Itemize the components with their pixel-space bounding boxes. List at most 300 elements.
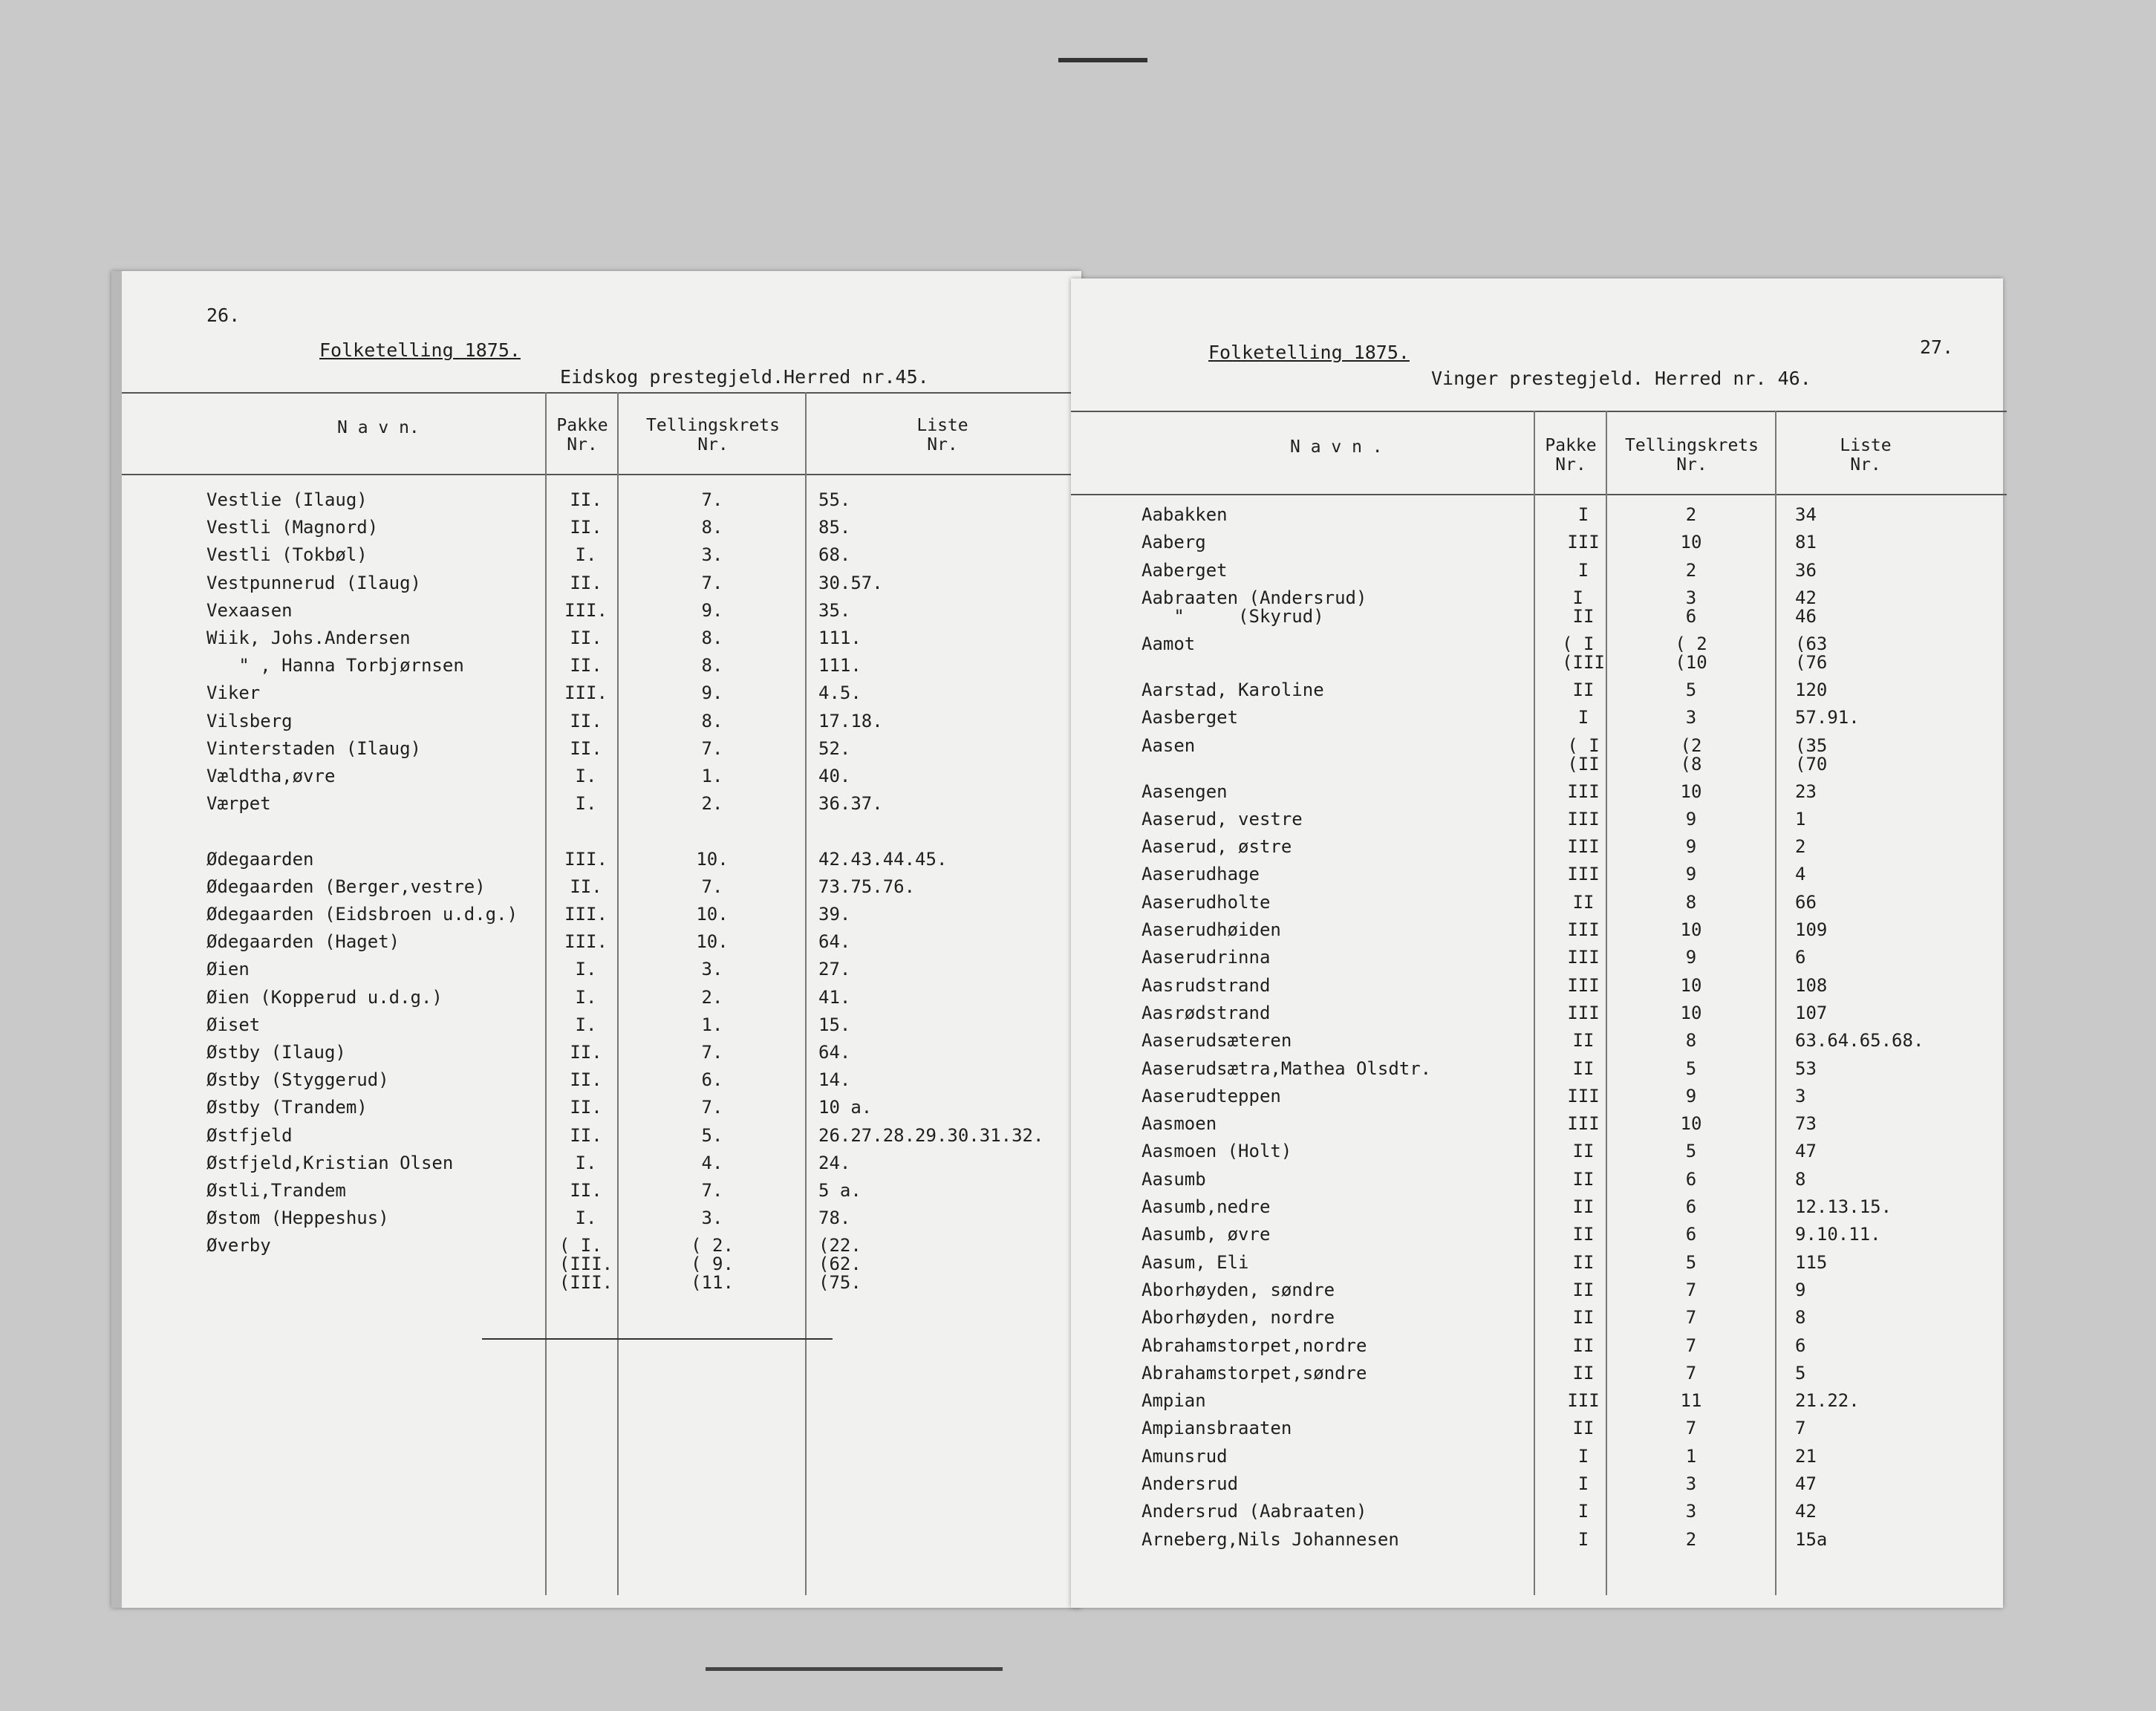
cell-navn: Øien (206, 959, 250, 980)
cell-navn: Aamot (1141, 633, 1196, 654)
table-row (1071, 1443, 2003, 1470)
header-text: Pakke Nr. (1545, 436, 1597, 475)
cell-navn: Aaserud, vestre (1141, 808, 1303, 830)
cell-liste: 107 (1795, 1002, 1828, 1023)
table-row (122, 901, 1080, 928)
cell-navn: Aasmoen (1141, 1113, 1217, 1135)
cell-liste: 47 (1795, 1141, 1817, 1162)
cell-liste: 17.18. (818, 710, 883, 731)
cell-krets: 10 (1680, 974, 1702, 996)
cell-liste: 2 (1795, 836, 1806, 858)
cell-liste: 120 (1795, 679, 1828, 700)
cell-navn: Aaserudholte (1141, 891, 1271, 913)
cell-krets: ( 2. ( 9. (11. (691, 1235, 734, 1294)
table-row (1071, 1470, 2003, 1498)
cell-krets: 10 (1680, 532, 1702, 553)
right-page (1071, 278, 2003, 1608)
col-header-tellingskrets (1612, 436, 1772, 475)
cell-navn: Aaserudsætra,Mathea Olsdtr. (1141, 1057, 1432, 1079)
cell-pakke: III (1567, 1390, 1600, 1412)
table-row (122, 514, 1080, 541)
cell-navn: Aaserudteppen (1141, 1085, 1281, 1107)
cell-pakke: II. (570, 1042, 602, 1063)
page-title: Folketelling 1875. (1208, 342, 1410, 363)
table-row (122, 708, 1080, 735)
table-row (1071, 501, 2003, 529)
cell-navn: Ødegaarden (Haget) (206, 931, 400, 953)
cell-navn: Ødegaarden (Eidsbroen u.d.g.) (206, 904, 518, 925)
table-row (1071, 806, 2003, 833)
cell-krets: 8 (1685, 1030, 1697, 1052)
cell-krets: 2 (1685, 504, 1697, 525)
page-number: 27. (1920, 336, 1954, 358)
cell-navn: Ødegaarden (206, 848, 314, 870)
cell-navn: Wiik, Johs.Andersen (206, 628, 411, 648)
cell-krets: 9 (1685, 864, 1697, 885)
cell-krets: 7. (701, 876, 723, 897)
cell-liste: 6 (1795, 1334, 1806, 1356)
cell-navn: Østfjeld,Kristian Olsen (206, 1152, 454, 1173)
cell-navn: Vældtha,øvre (206, 766, 336, 786)
cell-navn: Vexaasen (206, 599, 293, 621)
cell-navn: Aabraaten (Andersrud) " (Skyrud) (1141, 587, 1367, 627)
cell-navn: Vilsberg (206, 710, 293, 731)
table-row (1071, 1027, 2003, 1055)
cell-liste: 47 (1795, 1473, 1817, 1494)
cell-krets: 9. (701, 599, 723, 621)
cell-liste: 14. (818, 1069, 851, 1091)
cell-krets: 3 (1685, 707, 1697, 729)
cell-krets: 10 (1680, 1002, 1702, 1023)
cell-pakke: III (1567, 1002, 1600, 1023)
table-row (1071, 732, 2003, 775)
cell-pakke: I. (575, 766, 597, 786)
cell-pakke: II. (570, 1124, 602, 1146)
cell-krets: 7. (701, 1097, 723, 1118)
cell-liste: 21 (1795, 1445, 1817, 1467)
table-row (1071, 861, 2003, 888)
cell-krets: 6. (701, 1069, 723, 1091)
cell-pakke: III. (564, 682, 608, 704)
cell-pakke: II (1572, 1307, 1595, 1329)
cell-pakke: III (1567, 780, 1600, 802)
cell-pakke: ( I (III (1562, 633, 1605, 673)
cell-liste: 12.13.15. (1795, 1196, 1892, 1217)
cell-krets: 10. (696, 848, 729, 870)
cell-krets: 7. (701, 489, 723, 510)
page-title: Folketelling 1875. (319, 339, 521, 361)
cell-liste: 23 (1795, 780, 1817, 802)
cell-liste: 73.75.76. (818, 876, 916, 897)
cell-krets: 3. (701, 1208, 723, 1229)
cell-liste: 8 (1795, 1307, 1806, 1329)
cell-krets: 6 (1685, 1168, 1697, 1190)
cell-liste: 41. (818, 986, 851, 1008)
cell-pakke: II. (570, 1069, 602, 1091)
cell-navn: Aasberget (1141, 707, 1239, 729)
cell-krets: 7 (1685, 1362, 1697, 1384)
cell-krets: 1. (701, 766, 723, 786)
cell-liste: 4 (1795, 864, 1806, 885)
cell-liste: 39. (818, 904, 851, 925)
cell-navn: Aarstad, Karoline (1141, 679, 1324, 700)
cell-krets: 2 (1685, 1528, 1697, 1550)
cell-liste: (35 (70 (1795, 734, 1828, 775)
header-bottom-rule (122, 474, 1080, 475)
cell-krets: 8. (701, 710, 723, 731)
cell-navn: Østli,Trandem (206, 1180, 346, 1201)
cell-liste: 64. (818, 931, 851, 953)
cell-krets: 2 (1685, 559, 1697, 581)
cell-liste: 10 a. (818, 1097, 873, 1118)
cell-navn: Ampian (1141, 1390, 1206, 1412)
header-bottom-rule (1071, 494, 2007, 495)
cell-pakke: II. (570, 572, 602, 593)
cell-krets: 7. (701, 572, 723, 593)
cell-liste: 15. (818, 1014, 851, 1035)
cell-krets: 4. (701, 1152, 723, 1173)
table-row (1071, 944, 2003, 971)
cell-krets: 7 (1685, 1307, 1697, 1329)
cell-navn: Aaberget (1141, 559, 1228, 581)
col-header-pakke (553, 416, 612, 454)
table-row (122, 790, 1080, 818)
table-row (1071, 1277, 2003, 1304)
table-row (122, 541, 1080, 569)
cell-liste: (22. (62. (75. (818, 1235, 862, 1294)
cell-navn: Aasumb,nedre (1141, 1196, 1271, 1217)
cell-pakke: ( I. (III. (III. (558, 1235, 613, 1294)
cell-krets: 5 (1685, 679, 1697, 700)
cell-navn: Østby (Styggerud) (206, 1069, 389, 1091)
cell-pakke: II. (570, 1097, 602, 1118)
cell-navn: Aasen (1141, 734, 1196, 756)
cell-pakke: III (1567, 808, 1600, 830)
cell-pakke: I. (575, 959, 597, 980)
table-row (122, 570, 1080, 597)
cell-krets: 9 (1685, 808, 1697, 830)
table-row (122, 1094, 1080, 1121)
cell-pakke: I. (575, 793, 597, 815)
cell-navn: Aaserudrinna (1141, 947, 1271, 968)
cell-navn: Aasmoen (Holt) (1141, 1141, 1292, 1162)
cell-navn: Aborhøyden, nordre (1141, 1307, 1335, 1329)
cell-pakke: III (1567, 836, 1600, 858)
cell-liste: 111. (818, 655, 862, 677)
table-row (1071, 1138, 2003, 1165)
cell-pakke: II. (570, 628, 602, 648)
cell-navn: Aasum, Eli (1141, 1251, 1249, 1273)
cell-krets: 3. (701, 544, 723, 566)
cell-liste: 24. (818, 1152, 851, 1173)
col-header-navn: N a v n . (1290, 437, 1383, 457)
table-row (1071, 1415, 2003, 1442)
table-row (1071, 557, 2003, 584)
table-row (122, 873, 1080, 901)
cell-navn: Østby (Ilaug) (206, 1042, 346, 1063)
cell-pakke: I. (575, 1152, 597, 1173)
cell-liste: 42.43.44.45. (818, 848, 948, 870)
cell-navn: Aaserud, østre (1141, 836, 1292, 858)
cell-pakke: III (1567, 1085, 1600, 1107)
cell-pakke: I (1577, 1501, 1589, 1522)
end-rule (482, 1338, 833, 1340)
table-row (1071, 1360, 2003, 1387)
col-header-liste (1814, 436, 1918, 475)
cell-pakke: III. (564, 599, 608, 621)
bottom-edge-mark (706, 1667, 1003, 1671)
cell-pakke: II (1572, 679, 1595, 700)
table-row (1071, 1304, 2003, 1332)
table-row (122, 679, 1080, 707)
cell-pakke: II (1572, 1224, 1595, 1245)
left-page (111, 271, 1081, 1608)
cell-navn: Øverby (206, 1235, 271, 1257)
cell-liste: 15a (1795, 1528, 1828, 1550)
cell-krets: 3 6 (1685, 587, 1697, 627)
table-row (1071, 1249, 2003, 1277)
cell-pakke: III. (564, 931, 608, 953)
table-row (122, 652, 1080, 679)
cell-navn: Aasrudstrand (1141, 974, 1271, 996)
cell-krets: 10 (1680, 1113, 1702, 1135)
cell-navn: Vestpunnerud (Ilaug) (206, 572, 421, 593)
cell-liste: 85. (818, 517, 851, 538)
cell-liste: 78. (818, 1208, 851, 1229)
cell-pakke: III (1567, 974, 1600, 996)
cell-liste: 68. (818, 544, 851, 566)
page-subtitle: Vinger prestegjeld. Herred nr. 46. (1431, 368, 1811, 389)
cell-liste: 66 (1795, 891, 1817, 913)
cell-navn: Vinterstaden (Ilaug) (206, 737, 421, 759)
cell-pakke: II (1572, 1196, 1595, 1217)
cell-krets: 7. (701, 1042, 723, 1063)
cell-liste: 36.37. (818, 793, 883, 815)
cell-navn: Aaberg (1141, 532, 1206, 553)
table-row (1071, 584, 2003, 627)
cell-pakke: II (1572, 1418, 1595, 1439)
cell-pakke: II (1572, 1362, 1595, 1384)
cell-navn: Vestlie (Ilaug) (206, 489, 368, 510)
table-row (122, 928, 1080, 956)
table-row (1071, 1083, 2003, 1110)
cell-krets: 9 (1685, 1085, 1697, 1107)
cell-pakke: I. (575, 1014, 597, 1035)
cell-liste: 35. (818, 599, 851, 621)
cell-pakke: I II (1572, 587, 1595, 627)
cell-krets: 1. (701, 1014, 723, 1035)
cell-liste: 55. (818, 489, 851, 510)
cell-navn: Amunsrud (1141, 1445, 1228, 1467)
cell-pakke: II. (570, 655, 602, 677)
table-row (1071, 630, 2003, 673)
cell-liste: 36 (1795, 559, 1817, 581)
table-row (1071, 972, 2003, 1000)
cell-navn: Aasumb, øvre (1141, 1224, 1271, 1245)
cell-pakke: II (1572, 1334, 1595, 1356)
cell-pakke: I (1577, 1445, 1589, 1467)
cell-krets: 9 (1685, 947, 1697, 968)
table-row (1071, 778, 2003, 806)
cell-krets: 5 (1685, 1057, 1697, 1079)
cell-liste: 42 46 (1795, 587, 1817, 627)
cell-pakke: II. (570, 489, 602, 510)
cell-liste: 52. (818, 737, 851, 759)
table-row (1071, 529, 2003, 556)
cell-navn: Øiset (206, 1014, 261, 1035)
cell-pakke: I (1577, 1473, 1589, 1494)
header-text: Liste Nr. (916, 416, 968, 454)
table-row (1071, 704, 2003, 731)
table-row (122, 984, 1080, 1011)
cell-liste: 64. (818, 1042, 851, 1063)
cell-pakke: II (1572, 1057, 1595, 1079)
cell-krets: 7 (1685, 1334, 1697, 1356)
cell-navn: Aabakken (1141, 504, 1228, 525)
table-row (122, 1177, 1080, 1205)
cell-pakke: II (1572, 1279, 1595, 1300)
table-row (122, 1205, 1080, 1232)
cell-liste: 8 (1795, 1168, 1806, 1190)
cell-pakke: II. (570, 1180, 602, 1201)
table-row (1071, 1387, 2003, 1415)
cell-navn: Øien (Kopperud u.d.g.) (206, 986, 443, 1008)
cell-liste: 3 (1795, 1085, 1806, 1107)
cell-krets: 11 (1680, 1390, 1702, 1412)
cell-krets: 7. (701, 1180, 723, 1201)
col-header-tellingskrets (624, 416, 802, 454)
header-text: Liste Nr. (1840, 436, 1892, 475)
cell-navn: Ampiansbraaten (1141, 1418, 1292, 1439)
table-row (1071, 677, 2003, 704)
table-row (1071, 1498, 2003, 1525)
cell-krets: 2. (701, 793, 723, 815)
cell-krets: 10 (1680, 780, 1702, 802)
col-header-pakke (1539, 436, 1603, 475)
table-row (1071, 1221, 2003, 1248)
cell-pakke: I (1577, 559, 1589, 581)
cell-krets: 8. (701, 655, 723, 677)
cell-navn: Aborhøyden, søndre (1141, 1279, 1335, 1300)
cell-krets: 1 (1685, 1445, 1697, 1467)
cell-pakke: ( I (II (1567, 734, 1600, 775)
cell-krets: 10 (1680, 919, 1702, 940)
cell-liste: 9 (1795, 1279, 1806, 1300)
cell-pakke: I (1577, 504, 1589, 525)
cell-liste: 40. (818, 766, 851, 786)
cell-liste: 6 (1795, 947, 1806, 968)
cell-krets: 3 (1685, 1473, 1697, 1494)
table-row (1071, 1332, 2003, 1360)
table-row (122, 1150, 1080, 1177)
cell-pakke: I. (575, 986, 597, 1008)
cell-pakke: II (1572, 1030, 1595, 1052)
table-row (122, 597, 1080, 625)
page-subtitle: Eidskog prestegjeld.Herred nr.45. (560, 366, 929, 388)
cell-pakke: III (1567, 1113, 1600, 1135)
cell-navn: Vestli (Tokbøl) (206, 544, 368, 566)
cell-pakke: III (1567, 532, 1600, 553)
cell-pakke: II. (570, 737, 602, 759)
cell-pakke: III. (564, 904, 608, 925)
col-header-liste (872, 416, 1013, 454)
cell-pakke: II (1572, 1141, 1595, 1162)
table-row (122, 625, 1080, 652)
header-text: Tellingskrets Nr. (645, 416, 780, 454)
cell-liste: 42 (1795, 1501, 1817, 1522)
table-row (122, 1232, 1080, 1294)
cell-liste: 63.64.65.68. (1795, 1030, 1924, 1052)
table-row (122, 763, 1080, 790)
cell-navn: Andersrud (Aabraaten) (1141, 1501, 1367, 1522)
table-row (122, 486, 1080, 514)
cell-navn: Abrahamstorpet,nordre (1141, 1334, 1367, 1356)
cell-liste: 27. (818, 959, 851, 980)
table-row (122, 1066, 1080, 1094)
cell-navn: Viker (206, 682, 261, 704)
cell-pakke: II. (570, 710, 602, 731)
cell-pakke: III (1567, 919, 1600, 940)
cell-krets: 6 (1685, 1196, 1697, 1217)
cell-krets: ( 2 (10 (1675, 633, 1707, 673)
cell-navn: Aasrødstrand (1141, 1002, 1271, 1023)
cell-krets: 7 (1685, 1418, 1697, 1439)
cell-krets: 7. (701, 737, 723, 759)
cell-liste: (63 (76 (1795, 633, 1828, 673)
cell-krets: 9 (1685, 836, 1697, 858)
header-text: Tellingskrets Nr. (1624, 436, 1759, 475)
header-top-rule (122, 392, 1080, 394)
cell-pakke: I (1577, 707, 1589, 729)
cell-krets: 10. (696, 904, 729, 925)
cell-navn: Abrahamstorpet,søndre (1141, 1362, 1367, 1384)
cell-pakke: I. (575, 1208, 597, 1229)
table-row (122, 735, 1080, 763)
cell-liste: 9.10.11. (1795, 1224, 1881, 1245)
cell-krets: 10. (696, 931, 729, 953)
page-number: 26. (206, 304, 241, 326)
cell-pakke: III (1567, 947, 1600, 968)
cell-krets: 5 (1685, 1251, 1697, 1273)
table-row (1071, 1166, 2003, 1193)
cell-pakke: I (1577, 1528, 1589, 1550)
cell-navn: Værpet (206, 793, 271, 815)
cell-krets: 8. (701, 628, 723, 648)
cell-liste: 108 (1795, 974, 1828, 996)
cell-navn: " , Hanna Torbjørnsen (206, 655, 464, 677)
cell-liste: 34 (1795, 504, 1817, 525)
cell-liste: 57.91. (1795, 707, 1860, 729)
cell-navn: Østom (Heppeshus) (206, 1208, 389, 1229)
table-row (1071, 1526, 2003, 1554)
cell-liste: 26.27.28.29.30.31.32. (818, 1124, 1044, 1146)
table-row (1071, 1110, 2003, 1138)
table-row (122, 1122, 1080, 1150)
table-row (122, 1039, 1080, 1066)
cell-liste: 73 (1795, 1113, 1817, 1135)
cell-pakke: I. (575, 544, 597, 566)
cell-navn: Aasumb (1141, 1168, 1206, 1190)
cell-krets: 8. (701, 517, 723, 538)
cell-navn: Arneberg,Nils Johannesen (1141, 1528, 1399, 1550)
cell-navn: Ødegaarden (Berger,vestre) (206, 876, 486, 897)
cell-pakke: II (1572, 1251, 1595, 1273)
col-header-navn: N a v n. (337, 418, 420, 437)
cell-liste: 21.22. (1795, 1390, 1860, 1412)
cell-pakke: II (1572, 1168, 1595, 1190)
cell-navn: Aaserudsæteren (1141, 1030, 1292, 1052)
cell-pakke: II (1572, 891, 1595, 913)
